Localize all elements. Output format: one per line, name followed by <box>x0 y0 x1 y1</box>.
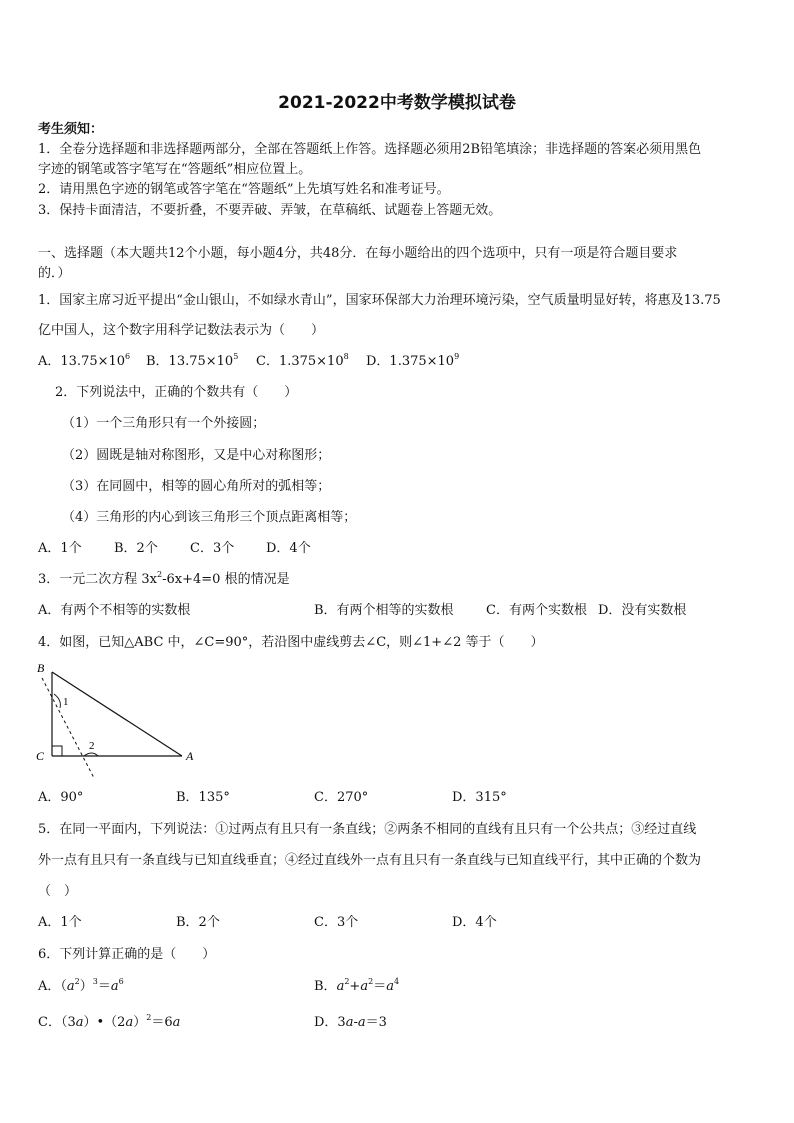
section-heading-line1: 一、选择题（本大题共12个小题，每小题4分，共48分．在每小题给出的四个选项中，只有一项是符合题目要求 <box>38 246 678 261</box>
section-heading-line2: 的．） <box>38 266 71 281</box>
q6-c-var: a <box>125 1015 134 1030</box>
q2-item-2: （2）圆既是轴对称图形，又是中心对称图形； <box>62 448 331 463</box>
q3-option-d[interactable]: D．没有实数根 <box>598 603 687 618</box>
q6-b-part: + <box>349 979 361 994</box>
q6-d-var: a <box>345 1015 354 1030</box>
q6-b-var: a <box>386 979 394 994</box>
q4-option-c[interactable]: C．270° <box>314 790 369 805</box>
q1-option-a[interactable] <box>38 353 130 371</box>
q6-c-var: a <box>75 1015 84 1030</box>
angle-1-arc <box>54 694 60 708</box>
q6-option-d[interactable] <box>314 1014 387 1032</box>
q4-option-b[interactable]: B．135° <box>176 790 230 805</box>
q3-option-c[interactable]: C．有两个实数根 <box>486 603 587 618</box>
q1-option-c[interactable] <box>256 353 349 371</box>
q2-stem: 2．下列说法中，正确的个数共有（ ） <box>55 385 298 400</box>
q5-options <box>38 914 758 932</box>
vertex-label-c: C <box>36 749 45 763</box>
notice-item-1-cont: 字迹的钢笔或答字笔写在“答题纸”相应位置上。 <box>38 162 312 177</box>
q6-d-part: D．3 <box>314 1015 346 1030</box>
q5-stem-line3: （ ） <box>38 884 78 899</box>
q6-a-exp: 2 <box>74 977 80 986</box>
q6-a-exp: 6 <box>118 977 124 986</box>
q4-stem: 4．如图，已知△ABC 中，∠C=90°，若沿图中虚线剪去∠C，则∠1+∠2 等于（ ） <box>38 635 544 650</box>
q5-option-b[interactable]: B．2个 <box>176 915 220 930</box>
q6-b-exp: 4 <box>393 977 400 986</box>
q6-d-part: - <box>353 1015 358 1030</box>
q2-option-d[interactable]: D．4个 <box>266 541 311 556</box>
q4-option-d[interactable]: D．315° <box>452 790 507 805</box>
q3-stem-prefix: 3．一元二次方程 <box>38 572 142 587</box>
right-angle-mark <box>52 746 62 756</box>
q3-equation-part-b: -6x+4=0 <box>162 572 221 587</box>
q6-c-part: ） <box>133 1015 147 1030</box>
q5-option-c[interactable]: C．3个 <box>314 915 359 930</box>
q1-option-d-text: D．1.375×10 <box>366 354 455 369</box>
q3-equation-exponent: 2 <box>157 570 163 579</box>
q3-equation-part-a: 3x <box>141 572 158 587</box>
q2-option-b[interactable]: B．2个 <box>114 541 158 556</box>
q1-options <box>38 353 758 371</box>
q6-a-part: ＝ <box>97 979 111 994</box>
vertex-label-a: A <box>186 749 194 763</box>
q3-option-a[interactable]: A．有两个不相等的实数根 <box>38 603 191 618</box>
q1-option-b-text: B．13.75×10 <box>146 354 234 369</box>
q6-b-exp: 2 <box>344 977 350 986</box>
q1-option-c-exp: 8 <box>343 352 349 361</box>
q6-c-part: C．（3 <box>38 1015 76 1030</box>
q5-option-a[interactable]: A．1个 <box>38 915 82 930</box>
q4-option-a[interactable]: A．90° <box>38 790 84 805</box>
vertex-label-b: B <box>37 661 45 675</box>
side-ba <box>52 672 182 756</box>
q6-c-var: a <box>172 1015 181 1030</box>
q5-stem-line1: 5．在同一平面内，下列说法：①过两点有且只有一条直线；②两条不相同的直线有且只有一个公共点；③经过直线 <box>38 822 697 837</box>
q2-options <box>38 540 758 558</box>
q6-options-row2 <box>38 1014 758 1032</box>
q5-option-d[interactable]: D．4个 <box>452 915 497 930</box>
q1-option-b-exp: 5 <box>233 352 239 361</box>
q4-options <box>38 789 758 807</box>
q6-stem: 6．下列计算正确的是（ ） <box>38 947 216 962</box>
q2-item-4: （4）三角形的内心到该三角形三个顶点距离相等； <box>62 510 357 525</box>
q6-options-row1 <box>38 978 758 996</box>
q2-option-a[interactable]: A．1个 <box>38 541 82 556</box>
q6-a-part: ） <box>79 979 93 994</box>
q6-d-var: a <box>357 1015 366 1030</box>
q6-a-exp: 3 <box>92 977 98 986</box>
q3-stem <box>38 571 290 589</box>
q6-b-exp: 2 <box>368 977 374 986</box>
q1-option-c-text: C．1.375×10 <box>256 354 344 369</box>
notice-item-1: 1．全卷分选择题和非选择题两部分，全部在答题纸上作答。选择题必须用2B铅笔填涂；非选择题的答案必须用黑色 <box>38 142 702 157</box>
q6-b-part: B． <box>314 979 337 994</box>
notice-item-2: 2．请用黑色字迹的钢笔或答字笔在“答题纸”上先填写姓名和准考证号。 <box>38 182 450 197</box>
q1-option-a-exp: 6 <box>125 352 131 361</box>
q2-item-1: （1）一个三角形只有一个外接圆； <box>62 416 266 431</box>
q1-option-b[interactable] <box>146 353 238 371</box>
q3-stem-suffix: 根的情况是 <box>220 572 290 587</box>
q6-a-var: a <box>110 979 119 994</box>
q4-triangle-figure <box>34 658 204 780</box>
q6-b-var: a <box>336 979 345 994</box>
q6-c-exp: 2 <box>146 1013 152 1022</box>
q2-item-3: （3）在同圆中，相等的圆心角所对的弧相等； <box>62 479 331 494</box>
q3-options <box>38 602 758 620</box>
q6-b-part: ＝ <box>373 979 387 994</box>
q1-option-d-exp: 9 <box>454 352 460 361</box>
notice-item-3: 3．保持卡面清洁，不要折叠，不要弄破、弄皱，在草稿纸、试题卷上答题无效。 <box>38 203 502 218</box>
q5-stem-line2: 外一点有且只有一条直线与已知直线垂直；④经过直线外一点有且只有一条直线与已知直线平行，其中正确的个数为 <box>38 853 702 868</box>
q6-d-part: ＝3 <box>365 1015 387 1030</box>
page-title: 2021-2022中考数学模拟试卷 <box>278 93 516 113</box>
q6-option-a[interactable] <box>38 978 124 996</box>
q6-a-part: A．（ <box>38 979 67 994</box>
q6-option-c[interactable] <box>38 1014 180 1032</box>
q1-stem-line1: 1．国家主席习近平提出“金山银山，不如绿水青山”，国家环保部大力治理环境污染，空气质量明显好转，将惠及13.75 <box>38 293 721 308</box>
q6-option-b[interactable] <box>314 978 399 996</box>
q6-b-var: a <box>360 979 369 994</box>
q1-stem-line2: 亿中国人，这个数字用科学记数法表示为（ ） <box>38 323 325 338</box>
q1-option-a-text: A．13.75×10 <box>38 354 126 369</box>
q2-option-c[interactable]: C．3个 <box>190 541 235 556</box>
q6-a-var: a <box>66 979 75 994</box>
angle-label-1: 1 <box>63 696 69 708</box>
q1-option-d[interactable] <box>366 353 459 371</box>
angle-label-2: 2 <box>89 740 95 752</box>
cut-line <box>42 678 94 778</box>
q6-c-part: ）•（2 <box>83 1015 126 1030</box>
q3-option-b[interactable]: B．有两个相等的实数根 <box>314 603 454 618</box>
q6-c-part: ＝6 <box>151 1015 173 1030</box>
notice-heading: 考生须知： <box>38 122 104 137</box>
